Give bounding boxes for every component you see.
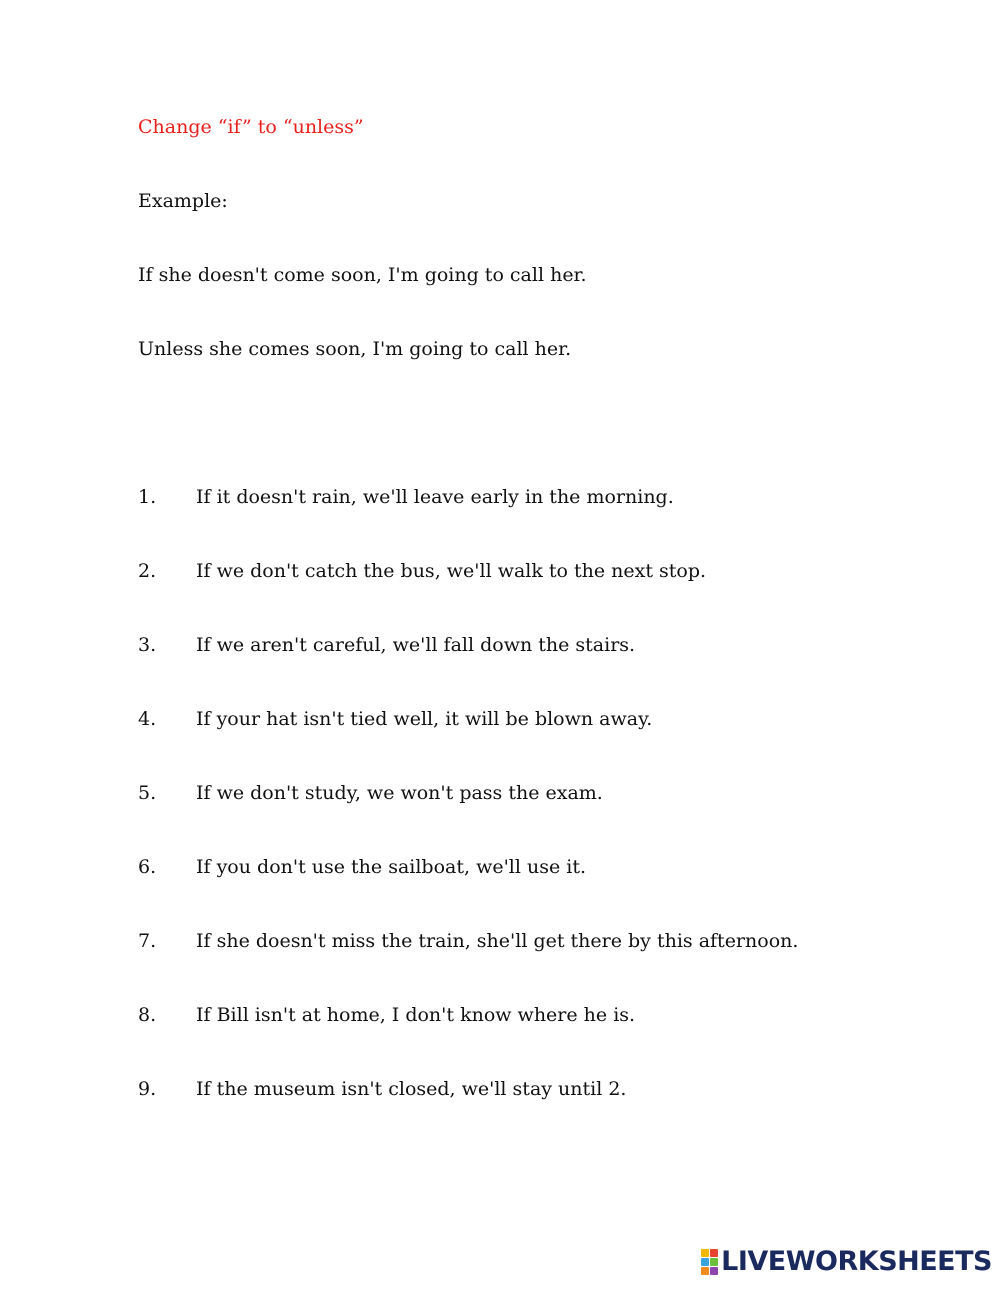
exercise-number: 5. xyxy=(138,782,157,804)
example-label: Example: xyxy=(138,190,228,212)
liveworksheets-logo-icon xyxy=(701,1249,718,1275)
exercise-number: 7. xyxy=(138,930,157,952)
exercise-sentence: If she doesn't miss the train, she'll get there by this afternoon. xyxy=(196,930,799,952)
exercise-number: 3. xyxy=(138,634,157,656)
exercise-number: 2. xyxy=(138,560,157,582)
exercise-sentence: If it doesn't rain, we'll leave early in the morning. xyxy=(196,486,674,508)
exercise-number: 8. xyxy=(138,1004,157,1026)
exercise-sentence: If Bill isn't at home, I don't know where he is. xyxy=(196,1004,636,1026)
exercise-sentence: If we aren't careful, we'll fall down the stairs. xyxy=(196,634,636,656)
exercise-sentence: If the museum isn't closed, we'll stay until 2. xyxy=(196,1078,627,1100)
logo-tile xyxy=(701,1258,709,1266)
exercise-sentence: If we don't catch the bus, we'll walk to the next stop. xyxy=(196,560,707,582)
exercise-sentence: If we don't study, we won't pass the exam. xyxy=(196,782,603,804)
instruction-heading: Change “if” to “unless” xyxy=(138,116,364,138)
exercise-number: 4. xyxy=(138,708,157,730)
logo-tile xyxy=(701,1249,709,1257)
exercise-number: 1. xyxy=(138,486,157,508)
exercise-sentence: If you don't use the sailboat, we'll use it. xyxy=(196,856,587,878)
exercise-number: 9. xyxy=(138,1078,157,1100)
logo-tile xyxy=(701,1267,709,1275)
example-if-sentence: If she doesn't come soon, I'm going to call her. xyxy=(138,264,587,286)
logo-text: LIVEWORKSHEETS xyxy=(721,1246,992,1277)
example-unless-sentence: Unless she comes soon, I'm going to call her. xyxy=(138,338,572,360)
logo-tile xyxy=(710,1258,718,1266)
logo-tile xyxy=(710,1249,718,1257)
liveworksheets-logo[interactable] xyxy=(701,1247,992,1277)
logo-tile xyxy=(710,1267,718,1275)
exercise-sentence: If your hat isn't tied well, it will be blown away. xyxy=(196,708,653,730)
exercise-number: 6. xyxy=(138,856,157,878)
